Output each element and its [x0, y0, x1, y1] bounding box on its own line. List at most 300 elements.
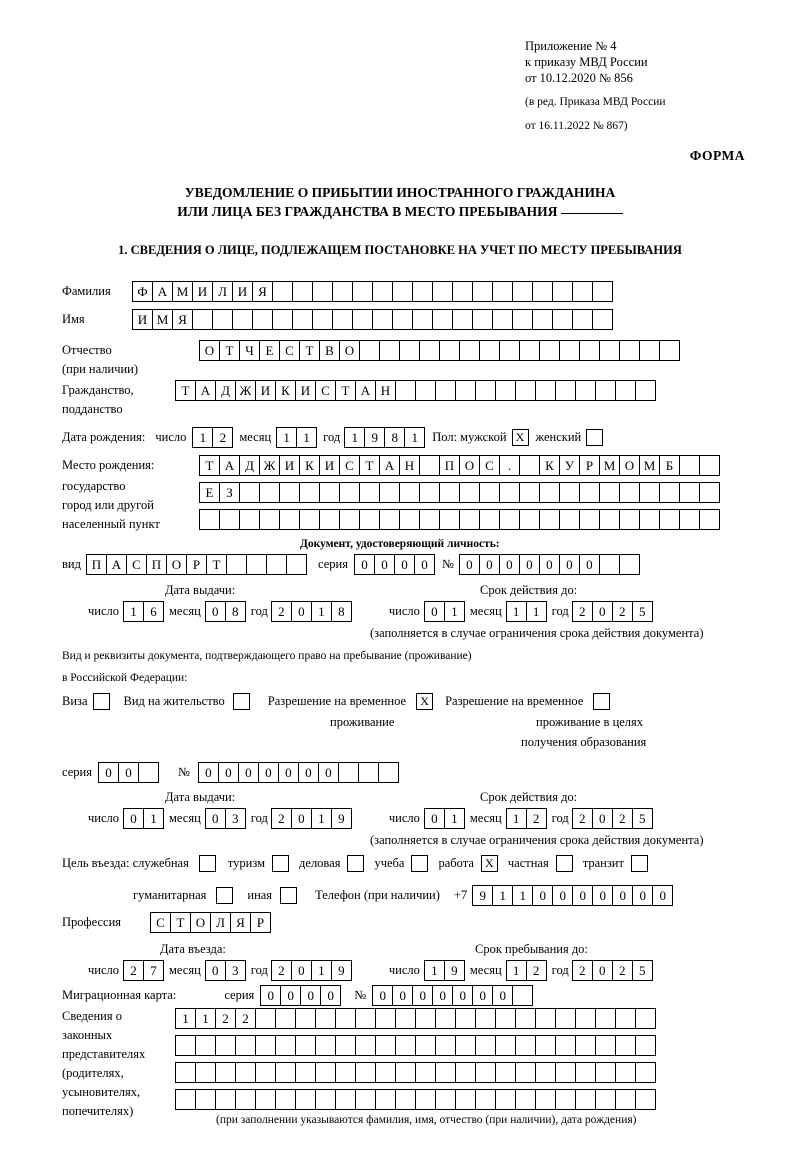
- profession-cells[interactable]: [150, 912, 270, 933]
- form-cell[interactable]: [275, 1089, 296, 1110]
- form-cell[interactable]: И: [279, 455, 300, 476]
- form-cell[interactable]: [415, 1062, 436, 1083]
- form-cell[interactable]: [372, 309, 393, 330]
- form-cell[interactable]: [395, 380, 416, 401]
- form-cell[interactable]: 2: [215, 1008, 236, 1029]
- form-cell[interactable]: [332, 309, 353, 330]
- form-cell[interactable]: 0: [260, 985, 281, 1006]
- form-cell[interactable]: 1: [506, 808, 527, 829]
- purpose-work-checkbox[interactable]: X: [481, 855, 498, 872]
- form-cell[interactable]: [535, 1062, 556, 1083]
- form-cell[interactable]: 0: [539, 554, 560, 575]
- form-cell[interactable]: 9: [331, 808, 352, 829]
- form-cell[interactable]: [515, 1035, 536, 1056]
- form-cell[interactable]: Т: [359, 455, 380, 476]
- form-cell[interactable]: 0: [118, 762, 139, 783]
- form-cell[interactable]: [512, 309, 533, 330]
- form-cell[interactable]: 1: [526, 601, 547, 622]
- form-cell[interactable]: З: [219, 482, 240, 503]
- form-cell[interactable]: 0: [652, 885, 673, 906]
- form-cell[interactable]: А: [219, 455, 240, 476]
- form-cell[interactable]: 2: [572, 960, 593, 981]
- form-cell[interactable]: [539, 482, 560, 503]
- form-cell[interactable]: [295, 1008, 316, 1029]
- form-cell[interactable]: [359, 509, 380, 530]
- form-cell[interactable]: А: [379, 455, 400, 476]
- purpose-private-checkbox[interactable]: [556, 855, 573, 872]
- form-cell[interactable]: И: [232, 281, 253, 302]
- form-cell[interactable]: 2: [526, 808, 547, 829]
- form-cell[interactable]: Р: [579, 455, 600, 476]
- form-cell[interactable]: [395, 1089, 416, 1110]
- form-cell[interactable]: [319, 509, 340, 530]
- form-cell[interactable]: [315, 1008, 336, 1029]
- form-cell[interactable]: С: [126, 554, 147, 575]
- form-cell[interactable]: П: [86, 554, 107, 575]
- form-cell[interactable]: [699, 509, 720, 530]
- form-cell[interactable]: [475, 380, 496, 401]
- form-cell[interactable]: 0: [424, 808, 445, 829]
- form-cell[interactable]: [319, 482, 340, 503]
- form-cell[interactable]: [215, 1062, 236, 1083]
- purpose-humanitarian-checkbox[interactable]: [216, 887, 233, 904]
- form-cell[interactable]: [535, 1008, 556, 1029]
- form-cell[interactable]: 0: [291, 601, 312, 622]
- form-cell[interactable]: [378, 762, 399, 783]
- form-cell[interactable]: И: [319, 455, 340, 476]
- permit-series-cells[interactable]: [98, 762, 158, 783]
- purpose-business-checkbox[interactable]: [347, 855, 364, 872]
- form-cell[interactable]: М: [599, 455, 620, 476]
- form-cell[interactable]: [515, 1062, 536, 1083]
- form-cell[interactable]: [415, 1089, 436, 1110]
- form-cell[interactable]: [619, 554, 640, 575]
- form-cell[interactable]: [512, 985, 533, 1006]
- form-cell[interactable]: [195, 1089, 216, 1110]
- form-cell[interactable]: И: [255, 380, 276, 401]
- form-cell[interactable]: 2: [123, 960, 144, 981]
- form-cell[interactable]: 0: [592, 808, 613, 829]
- form-cell[interactable]: 0: [632, 885, 653, 906]
- form-cell[interactable]: [572, 309, 593, 330]
- form-cell[interactable]: [392, 281, 413, 302]
- form-cell[interactable]: С: [150, 912, 171, 933]
- form-cell[interactable]: [335, 1089, 356, 1110]
- form-cell[interactable]: [266, 554, 287, 575]
- form-cell[interactable]: Л: [212, 281, 233, 302]
- form-cell[interactable]: [459, 340, 480, 361]
- form-cell[interactable]: [192, 309, 213, 330]
- form-cell[interactable]: 0: [412, 985, 433, 1006]
- form-cell[interactable]: [615, 1089, 636, 1110]
- form-cell[interactable]: [559, 509, 580, 530]
- form-cell[interactable]: [355, 1089, 376, 1110]
- form-cell[interactable]: 0: [280, 985, 301, 1006]
- form-cell[interactable]: [439, 509, 460, 530]
- form-cell[interactable]: [635, 1089, 656, 1110]
- form-cell[interactable]: [375, 1089, 396, 1110]
- residence-permit-checkbox[interactable]: [233, 693, 250, 710]
- form-cell[interactable]: 0: [612, 885, 633, 906]
- form-cell[interactable]: [699, 482, 720, 503]
- form-cell[interactable]: [519, 509, 540, 530]
- form-cell[interactable]: [439, 482, 460, 503]
- form-cell[interactable]: [399, 509, 420, 530]
- form-cell[interactable]: [555, 380, 576, 401]
- form-cell[interactable]: [479, 482, 500, 503]
- form-cell[interactable]: [332, 281, 353, 302]
- form-cell[interactable]: [272, 309, 293, 330]
- form-cell[interactable]: Ж: [235, 380, 256, 401]
- form-cell[interactable]: 2: [212, 427, 233, 448]
- form-cell[interactable]: [138, 762, 159, 783]
- form-cell[interactable]: [635, 1062, 656, 1083]
- form-cell[interactable]: [535, 1089, 556, 1110]
- form-cell[interactable]: [499, 482, 520, 503]
- form-cell[interactable]: 1: [506, 960, 527, 981]
- form-cell[interactable]: [279, 482, 300, 503]
- form-cell[interactable]: 0: [374, 554, 395, 575]
- form-cell[interactable]: [575, 1062, 596, 1083]
- form-cell[interactable]: Е: [259, 340, 280, 361]
- form-cell[interactable]: [259, 509, 280, 530]
- form-cell[interactable]: [435, 380, 456, 401]
- form-cell[interactable]: 0: [414, 554, 435, 575]
- form-cell[interactable]: [355, 1062, 376, 1083]
- form-cell[interactable]: 0: [258, 762, 279, 783]
- form-cell[interactable]: 0: [320, 985, 341, 1006]
- form-cell[interactable]: Е: [199, 482, 220, 503]
- form-cell[interactable]: 1: [344, 427, 365, 448]
- form-cell[interactable]: 0: [519, 554, 540, 575]
- form-cell[interactable]: [479, 509, 500, 530]
- form-cell[interactable]: [395, 1035, 416, 1056]
- form-cell[interactable]: К: [539, 455, 560, 476]
- form-cell[interactable]: [395, 1008, 416, 1029]
- form-cell[interactable]: [495, 1089, 516, 1110]
- form-cell[interactable]: [572, 281, 593, 302]
- form-cell[interactable]: [535, 1035, 556, 1056]
- form-cell[interactable]: [455, 1089, 476, 1110]
- form-cell[interactable]: [252, 309, 273, 330]
- form-cell[interactable]: [235, 1089, 256, 1110]
- form-cell[interactable]: [412, 309, 433, 330]
- stay-month-cells[interactable]: [506, 960, 546, 981]
- form-cell[interactable]: О: [190, 912, 211, 933]
- form-cell[interactable]: [619, 509, 640, 530]
- form-cell[interactable]: Н: [375, 380, 396, 401]
- form-cell[interactable]: Т: [219, 340, 240, 361]
- form-cell[interactable]: [515, 1008, 536, 1029]
- form-cell[interactable]: [575, 1008, 596, 1029]
- sex-female-checkbox[interactable]: [586, 429, 603, 446]
- permit-issue-year-cells[interactable]: [271, 808, 351, 829]
- form-cell[interactable]: 9: [472, 885, 493, 906]
- form-cell[interactable]: Я: [172, 309, 193, 330]
- form-cell[interactable]: [358, 762, 379, 783]
- form-cell[interactable]: [575, 1035, 596, 1056]
- form-cell[interactable]: [359, 340, 380, 361]
- form-cell[interactable]: 0: [592, 885, 613, 906]
- form-cell[interactable]: 1: [404, 427, 425, 448]
- stay-day-cells[interactable]: [424, 960, 464, 981]
- form-cell[interactable]: 0: [300, 985, 321, 1006]
- form-cell[interactable]: [455, 1035, 476, 1056]
- form-cell[interactable]: [435, 1035, 456, 1056]
- form-cell[interactable]: М: [639, 455, 660, 476]
- legal-cells-3[interactable]: [175, 1062, 655, 1083]
- form-cell[interactable]: [615, 1062, 636, 1083]
- form-cell[interactable]: [555, 1035, 576, 1056]
- form-cell[interactable]: [355, 1035, 376, 1056]
- form-cell[interactable]: 0: [205, 808, 226, 829]
- form-cell[interactable]: [439, 340, 460, 361]
- surname-cells[interactable]: [132, 281, 612, 302]
- form-cell[interactable]: [255, 1089, 276, 1110]
- form-cell[interactable]: [452, 309, 473, 330]
- form-cell[interactable]: [259, 482, 280, 503]
- purpose-other-checkbox[interactable]: [280, 887, 297, 904]
- form-cell[interactable]: [272, 281, 293, 302]
- doc-valid-month-cells[interactable]: [506, 601, 546, 622]
- form-cell[interactable]: [452, 281, 473, 302]
- form-cell[interactable]: [635, 1008, 656, 1029]
- form-cell[interactable]: [235, 1062, 256, 1083]
- form-cell[interactable]: Т: [199, 455, 220, 476]
- form-cell[interactable]: А: [355, 380, 376, 401]
- form-cell[interactable]: .: [499, 455, 520, 476]
- form-cell[interactable]: [312, 281, 333, 302]
- form-cell[interactable]: [419, 482, 440, 503]
- purpose-transit-checkbox[interactable]: [631, 855, 648, 872]
- form-cell[interactable]: [532, 309, 553, 330]
- form-cell[interactable]: [379, 509, 400, 530]
- form-cell[interactable]: 1: [492, 885, 513, 906]
- form-cell[interactable]: [255, 1008, 276, 1029]
- migration-number-cells[interactable]: [372, 985, 532, 1006]
- form-cell[interactable]: [215, 1089, 236, 1110]
- legal-cells-1[interactable]: [175, 1008, 655, 1029]
- form-cell[interactable]: [555, 1062, 576, 1083]
- form-cell[interactable]: [226, 554, 247, 575]
- form-cell[interactable]: [555, 1089, 576, 1110]
- form-cell[interactable]: [255, 1062, 276, 1083]
- form-cell[interactable]: 2: [612, 601, 633, 622]
- form-cell[interactable]: [499, 509, 520, 530]
- form-cell[interactable]: [295, 1089, 316, 1110]
- form-cell[interactable]: [359, 482, 380, 503]
- form-cell[interactable]: [519, 455, 540, 476]
- permit-issue-day-cells[interactable]: [123, 808, 163, 829]
- form-cell[interactable]: [639, 340, 660, 361]
- form-cell[interactable]: [679, 455, 700, 476]
- form-cell[interactable]: [539, 509, 560, 530]
- form-cell[interactable]: [338, 762, 359, 783]
- form-cell[interactable]: 3: [225, 960, 246, 981]
- form-cell[interactable]: [475, 1062, 496, 1083]
- temp-residence-checkbox[interactable]: X: [416, 693, 433, 710]
- form-cell[interactable]: [372, 281, 393, 302]
- form-cell[interactable]: 1: [195, 1008, 216, 1029]
- form-cell[interactable]: Б: [659, 455, 680, 476]
- entry-day-cells[interactable]: [123, 960, 163, 981]
- form-cell[interactable]: О: [339, 340, 360, 361]
- form-cell[interactable]: Р: [186, 554, 207, 575]
- form-cell[interactable]: [355, 1008, 376, 1029]
- doc-series-cells[interactable]: [354, 554, 434, 575]
- form-cell[interactable]: [419, 340, 440, 361]
- form-cell[interactable]: Ф: [132, 281, 153, 302]
- form-cell[interactable]: [559, 340, 580, 361]
- form-cell[interactable]: 1: [175, 1008, 196, 1029]
- visa-checkbox[interactable]: [93, 693, 110, 710]
- form-cell[interactable]: 1: [311, 960, 332, 981]
- form-cell[interactable]: [552, 281, 573, 302]
- stay-year-cells[interactable]: [572, 960, 652, 981]
- form-cell[interactable]: [432, 309, 453, 330]
- form-cell[interactable]: [255, 1035, 276, 1056]
- form-cell[interactable]: [615, 380, 636, 401]
- form-cell[interactable]: О: [459, 455, 480, 476]
- form-cell[interactable]: [459, 509, 480, 530]
- form-cell[interactable]: [292, 281, 313, 302]
- entry-year-cells[interactable]: [271, 960, 351, 981]
- form-cell[interactable]: [375, 1008, 396, 1029]
- form-cell[interactable]: [275, 1008, 296, 1029]
- birth-place-cells-2[interactable]: [199, 482, 719, 503]
- form-cell[interactable]: 0: [318, 762, 339, 783]
- form-cell[interactable]: [212, 309, 233, 330]
- form-cell[interactable]: [599, 340, 620, 361]
- form-cell[interactable]: С: [339, 455, 360, 476]
- form-cell[interactable]: [495, 1062, 516, 1083]
- form-cell[interactable]: 0: [238, 762, 259, 783]
- legal-cells-4[interactable]: [175, 1089, 655, 1110]
- form-cell[interactable]: [515, 1089, 536, 1110]
- form-cell[interactable]: 0: [123, 808, 144, 829]
- form-cell[interactable]: Д: [239, 455, 260, 476]
- form-cell[interactable]: [639, 482, 660, 503]
- form-cell[interactable]: 1: [123, 601, 144, 622]
- form-cell[interactable]: 1: [311, 601, 332, 622]
- form-cell[interactable]: [295, 1035, 316, 1056]
- form-cell[interactable]: [512, 281, 533, 302]
- form-cell[interactable]: 9: [444, 960, 465, 981]
- form-cell[interactable]: [659, 509, 680, 530]
- form-cell[interactable]: [195, 1035, 216, 1056]
- form-cell[interactable]: [175, 1089, 196, 1110]
- form-cell[interactable]: 1: [506, 601, 527, 622]
- form-cell[interactable]: 8: [225, 601, 246, 622]
- permit-number-cells[interactable]: [198, 762, 398, 783]
- form-cell[interactable]: 0: [278, 762, 299, 783]
- form-cell[interactable]: 1: [512, 885, 533, 906]
- form-cell[interactable]: [235, 1035, 256, 1056]
- form-cell[interactable]: [492, 281, 513, 302]
- form-cell[interactable]: [339, 509, 360, 530]
- form-cell[interactable]: 0: [579, 554, 600, 575]
- form-cell[interactable]: Ч: [239, 340, 260, 361]
- form-cell[interactable]: [619, 482, 640, 503]
- form-cell[interactable]: [279, 509, 300, 530]
- birth-day-cells[interactable]: [192, 427, 232, 448]
- purpose-service-checkbox[interactable]: [199, 855, 216, 872]
- form-cell[interactable]: 0: [559, 554, 580, 575]
- form-cell[interactable]: М: [152, 309, 173, 330]
- form-cell[interactable]: 0: [298, 762, 319, 783]
- purpose-tourism-checkbox[interactable]: [272, 855, 289, 872]
- form-cell[interactable]: Т: [206, 554, 227, 575]
- doc-issue-month-cells[interactable]: [205, 601, 245, 622]
- form-cell[interactable]: [595, 1089, 616, 1110]
- form-cell[interactable]: [375, 1062, 396, 1083]
- phone-cells[interactable]: [472, 885, 672, 906]
- form-cell[interactable]: [455, 1062, 476, 1083]
- form-cell[interactable]: [559, 482, 580, 503]
- form-cell[interactable]: [459, 482, 480, 503]
- form-cell[interactable]: [639, 509, 660, 530]
- form-cell[interactable]: [232, 309, 253, 330]
- form-cell[interactable]: С: [279, 340, 300, 361]
- form-cell[interactable]: [395, 1062, 416, 1083]
- form-cell[interactable]: [595, 1008, 616, 1029]
- form-cell[interactable]: [472, 281, 493, 302]
- form-cell[interactable]: П: [439, 455, 460, 476]
- form-cell[interactable]: [175, 1062, 196, 1083]
- permit-valid-day-cells[interactable]: [424, 808, 464, 829]
- form-cell[interactable]: К: [275, 380, 296, 401]
- form-cell[interactable]: 1: [424, 960, 445, 981]
- form-cell[interactable]: 0: [479, 554, 500, 575]
- form-cell[interactable]: А: [106, 554, 127, 575]
- form-cell[interactable]: [339, 482, 360, 503]
- form-cell[interactable]: 0: [592, 601, 613, 622]
- form-cell[interactable]: 1: [143, 808, 164, 829]
- form-cell[interactable]: 2: [271, 601, 292, 622]
- form-cell[interactable]: Н: [399, 455, 420, 476]
- form-cell[interactable]: И: [295, 380, 316, 401]
- form-cell[interactable]: [215, 1035, 236, 1056]
- doc-issue-year-cells[interactable]: [271, 601, 351, 622]
- form-cell[interactable]: [635, 1035, 656, 1056]
- form-cell[interactable]: К: [299, 455, 320, 476]
- migration-series-cells[interactable]: [260, 985, 340, 1006]
- form-cell[interactable]: Т: [299, 340, 320, 361]
- form-cell[interactable]: [246, 554, 267, 575]
- form-cell[interactable]: [615, 1035, 636, 1056]
- form-cell[interactable]: [292, 309, 313, 330]
- form-cell[interactable]: [199, 509, 220, 530]
- form-cell[interactable]: [519, 482, 540, 503]
- form-cell[interactable]: 0: [354, 554, 375, 575]
- form-cell[interactable]: Т: [175, 380, 196, 401]
- form-cell[interactable]: С: [315, 380, 336, 401]
- form-cell[interactable]: Л: [210, 912, 231, 933]
- form-cell[interactable]: 2: [271, 960, 292, 981]
- edu-residence-checkbox[interactable]: [593, 693, 610, 710]
- form-cell[interactable]: [435, 1062, 456, 1083]
- form-cell[interactable]: [555, 1008, 576, 1029]
- form-cell[interactable]: О: [166, 554, 187, 575]
- birth-year-cells[interactable]: [344, 427, 424, 448]
- form-cell[interactable]: 0: [432, 985, 453, 1006]
- form-cell[interactable]: [415, 1008, 436, 1029]
- form-cell[interactable]: 0: [459, 554, 480, 575]
- name-cells[interactable]: [132, 309, 612, 330]
- form-cell[interactable]: [312, 309, 333, 330]
- form-cell[interactable]: 1: [444, 601, 465, 622]
- form-cell[interactable]: [472, 309, 493, 330]
